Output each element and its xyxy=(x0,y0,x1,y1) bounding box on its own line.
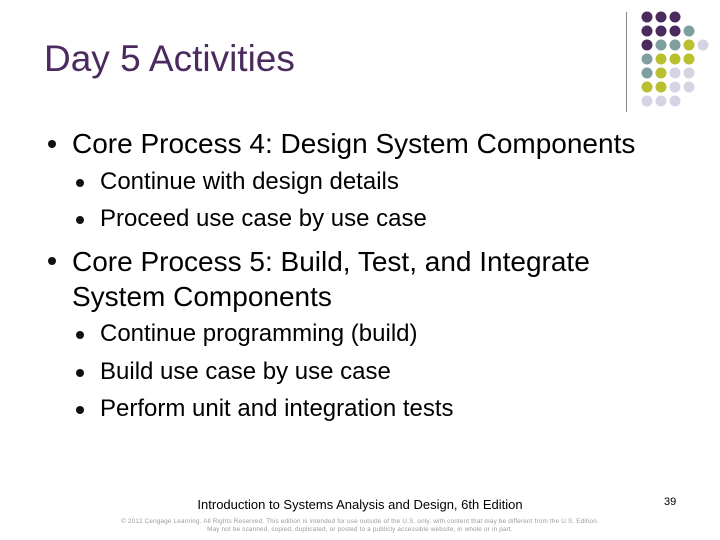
dot xyxy=(670,40,681,51)
dot xyxy=(684,26,695,37)
dot xyxy=(642,54,653,65)
bullet-icon xyxy=(76,331,84,339)
dot xyxy=(656,54,667,65)
dot xyxy=(670,82,681,93)
bullet-level2: Perform unit and integration tests xyxy=(100,395,454,422)
dot xyxy=(642,26,653,37)
dot xyxy=(656,82,667,93)
slide-title: Day 5 Activities xyxy=(44,38,295,79)
bullet-level2: Continue with design details xyxy=(100,168,399,195)
accent-divider xyxy=(626,12,627,112)
copyright-notice xyxy=(50,518,670,534)
bullet-level1: Core Process 4: Design System Components xyxy=(72,128,636,159)
dot xyxy=(656,40,667,51)
bullet-icon xyxy=(76,179,84,187)
dot xyxy=(670,26,681,37)
dot xyxy=(684,54,695,65)
dot xyxy=(670,96,681,107)
dot xyxy=(656,12,667,23)
bullet-icon xyxy=(76,216,84,224)
dot xyxy=(670,54,681,65)
dot xyxy=(642,96,653,107)
dot xyxy=(670,12,681,23)
dot xyxy=(642,40,653,51)
bullet-icon xyxy=(76,406,84,414)
dot xyxy=(684,40,695,51)
decorative-dot-grid xyxy=(640,10,720,120)
dot xyxy=(684,68,695,79)
copyright-line: © 2012 Cengage Learning. All Rights Reserved. This edition is intended for use outside of the U.S. only, with content that may be different from the U.S. Edition. xyxy=(121,518,599,525)
bullet-level2: Proceed use case by use case xyxy=(100,205,427,232)
dot xyxy=(698,40,709,51)
dot xyxy=(684,82,695,93)
bullet-level2: Build use case by use case xyxy=(100,358,391,385)
dot xyxy=(656,26,667,37)
page-number: 39 xyxy=(664,496,677,508)
dot xyxy=(656,96,667,107)
bullet-level1-continuation: System Components xyxy=(72,281,332,312)
bullet-level2: Continue programming (build) xyxy=(100,320,418,347)
bullet-icon xyxy=(48,140,56,148)
dot xyxy=(642,82,653,93)
bullet-level1: Core Process 5: Build, Test, and Integrate xyxy=(72,246,590,277)
dot xyxy=(642,12,653,23)
dot xyxy=(670,68,681,79)
bullet-icon xyxy=(76,369,84,377)
dot xyxy=(642,68,653,79)
dot xyxy=(656,68,667,79)
bullet-icon xyxy=(48,257,56,265)
footer-title: Introduction to Systems Analysis and Design, 6th Edition xyxy=(197,497,523,512)
copyright-line: May not be scanned, copied, duplicated, or posted to a publicly accessible website, in whole or in part. xyxy=(207,525,513,533)
